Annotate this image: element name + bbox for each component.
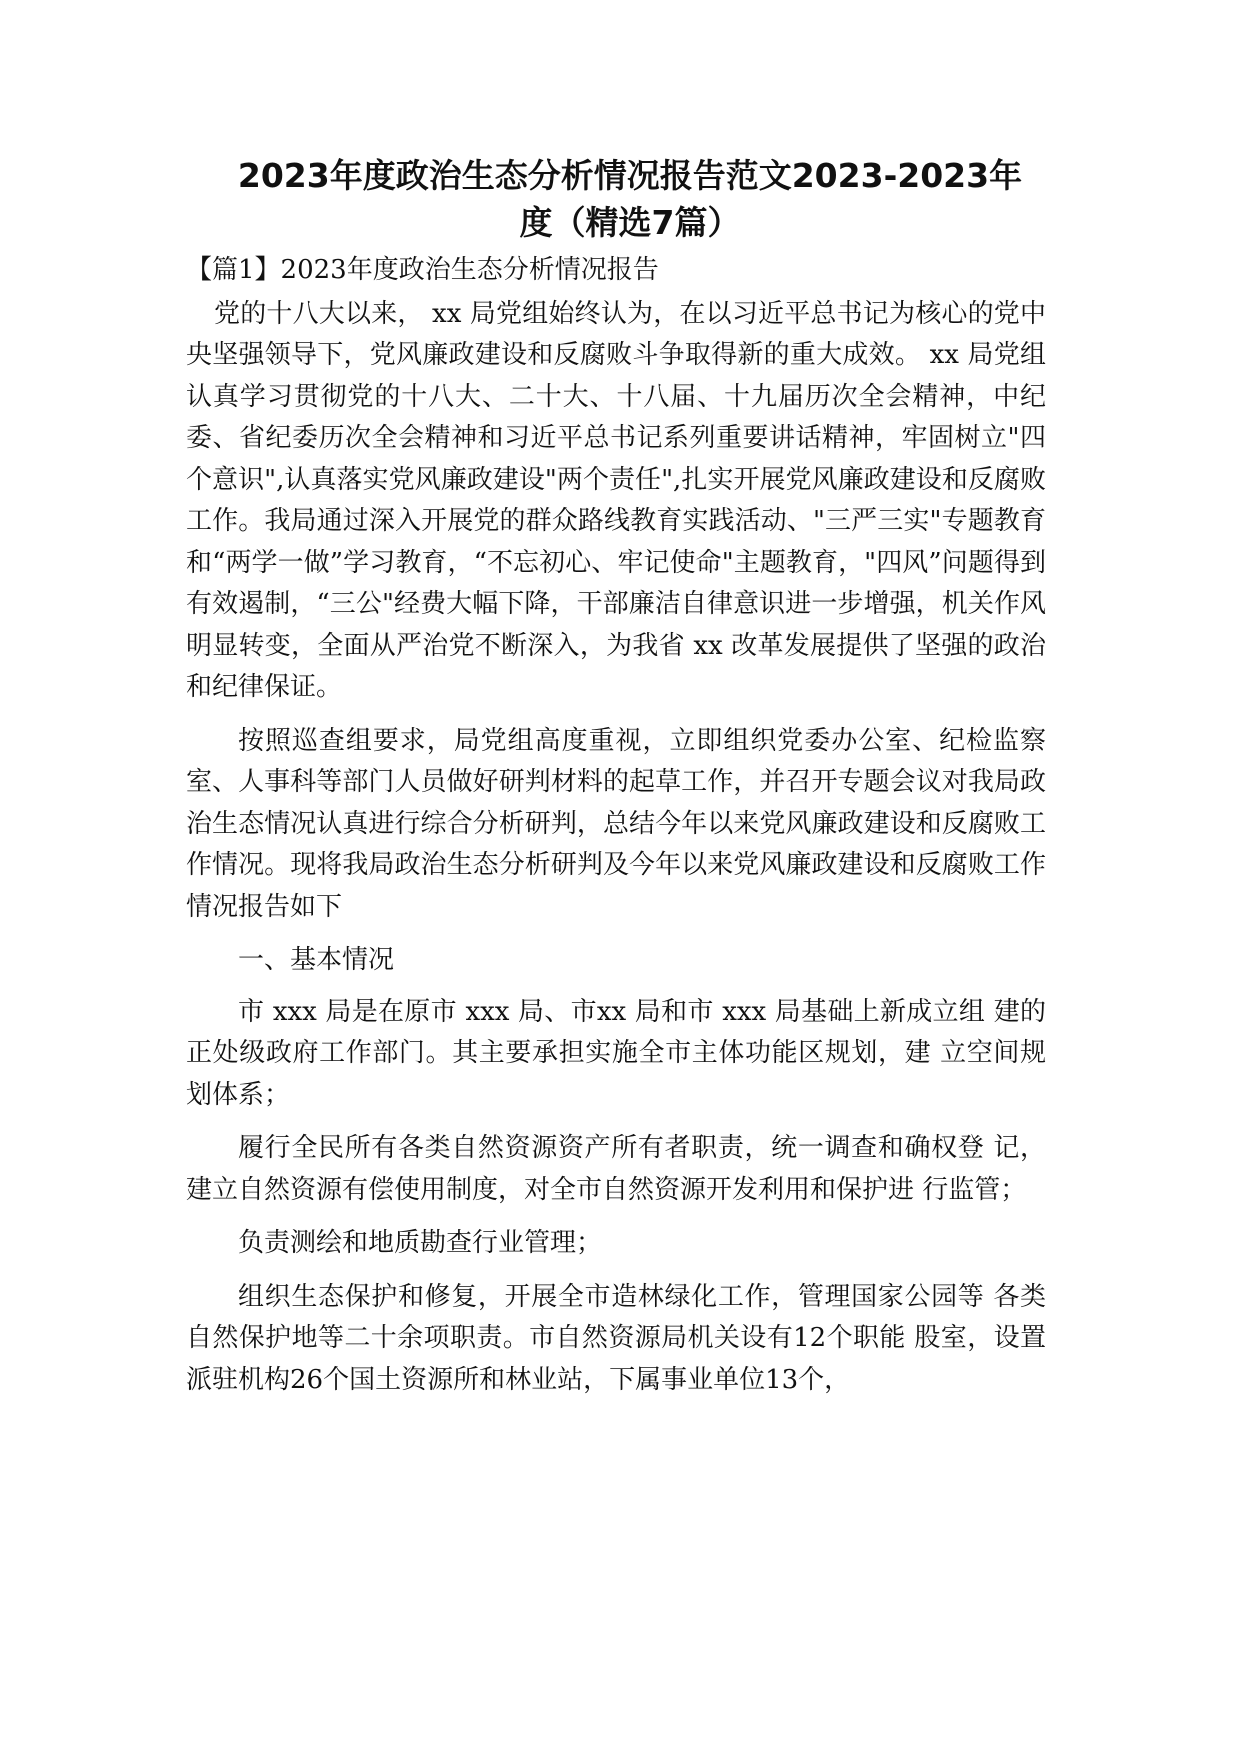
paragraph-resource-duties: 履行全民所有各类自然资源资产所有者职责，统一调查和确权登 记，建立自然资源有偿使用制度，对全市自然资源开发利用和保护进 行监管；: [186, 1133, 1046, 1205]
subheading-basic-situation: 一、基本情况: [238, 945, 395, 975]
paragraph-ecology-duties: 组织生态保护和修复，开展全市造林绿化工作，管理国家公园等 各类自然保护地等二十余项职责。市自然资源局机关设有12个职能 股室，设置派驻机构26个国土资源所和林业站，下属事业单位13个，: [186, 1281, 1046, 1395]
document-body: [186, 250, 1046, 1413]
paragraph-inspection: 按照巡查组要求，局党组高度重视，立即组织党委办公室、纪检监察室、人事科等部门人员做好研判材料的起草工作，并召开专题会议对我局政治生态情况认真进行综合分析研判，总结今年以来党风廉政建设和反腐败工作情况。现将我局政治生态分析研判及今年以来党风廉政建设和反腐败工作情况报告如下: [186, 725, 1046, 922]
paragraph-bureau-description: 市 xxx 局是在原市 xxx 局、市xx 局和市 xxx 局基础上新成立组 建的正处级政府工作部门。其主要承担实施全市主体功能区规划，建 立空间规划体系；: [186, 996, 1046, 1110]
document-title-line-1: 2023年度政治生态分析情况报告范文2023-2023年: [237, 156, 1023, 195]
paragraph-intro: 党的十八大以来， xx 局党组始终认为，在以习近平总书记为核心的党中央坚强领导下，党风廉政建设和反腐败斗争取得新的重大成效。 xx 局党组认真学习贯彻党的十八大、二十大、十八届、十九届历次全会精神，中纪委、省纪委历次全会精神和习近平总书记系列重要讲话精神，牢固树立"四个意识",认真落实党风廉政建设"两个责任",扎实开展党风廉政建设和反腐败工作。我局通过深入开展党的群众路线教育实践活动、"三严三实"专题教育和“两学一做”学习教育，“不忘初心、牢记使命"主题教育，"四风”问题得到有效遏制，“三公"经费大幅下降，干部廉洁自律意识进一步增强，机关作风明显转变，全面从严治党不断深入，为我省 xx 改革发展提供了坚强的政治和纪律保证。: [186, 298, 1046, 702]
paragraph-survey-duties: 负责测绘和地质勘查行业管理；: [238, 1228, 603, 1258]
document-title: [230, 152, 1030, 246]
section-heading: 【篇1】2023年度政治生态分析情况报告: [186, 255, 659, 285]
document-title-line-2: 度（精选7篇）: [519, 203, 741, 242]
